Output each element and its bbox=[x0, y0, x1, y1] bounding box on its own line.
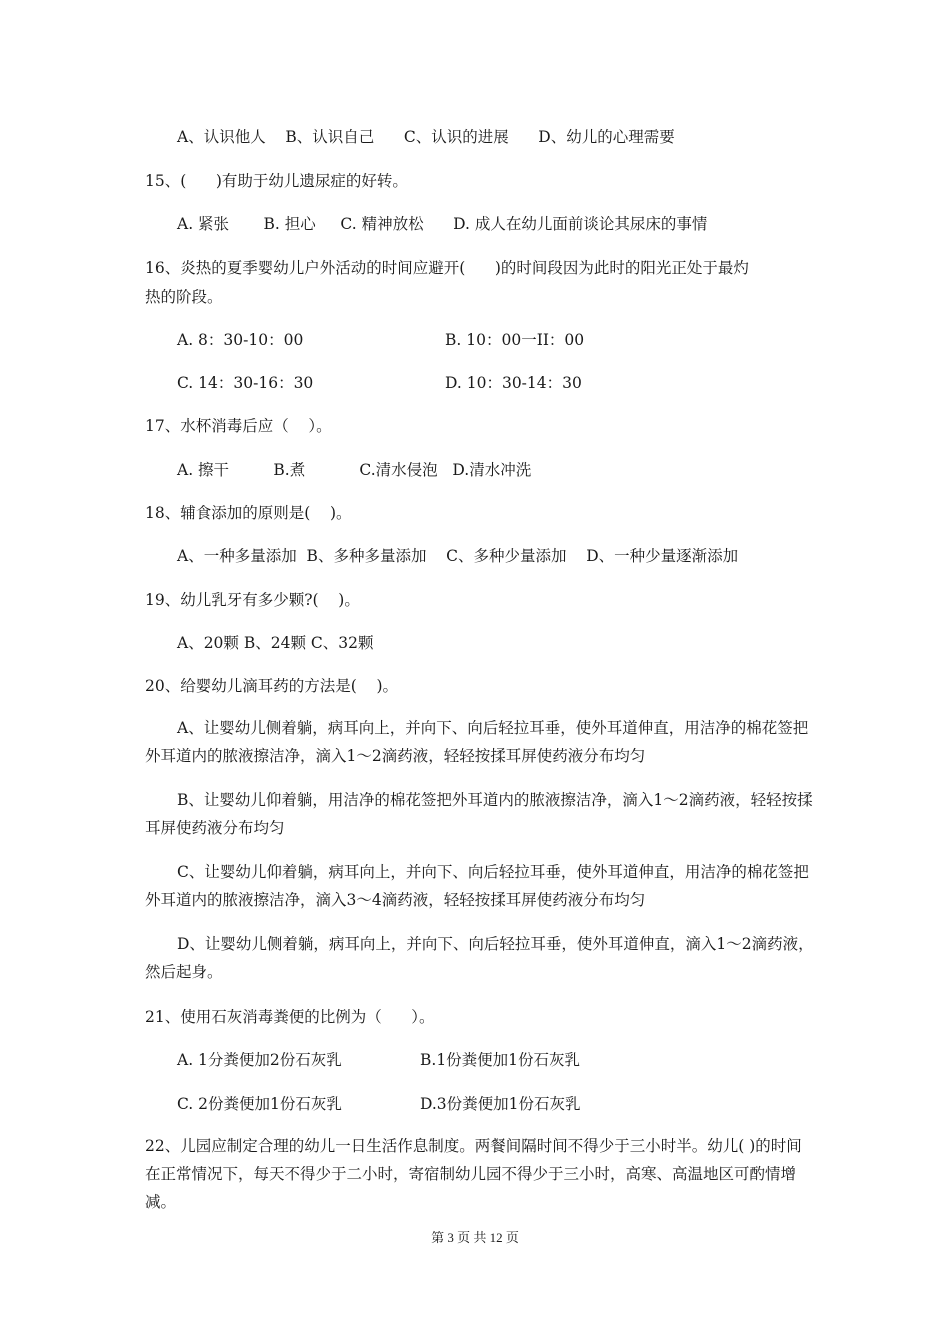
q15-question: 15、( )有助于幼儿遗尿症的好转。 bbox=[145, 172, 408, 190]
q19-question: 19、幼儿乳牙有多少颗?( )。 bbox=[145, 591, 360, 609]
q17-question: 17、水杯消毒后应（ ）。 bbox=[145, 417, 332, 435]
q20-option-d: D、让婴幼儿侧着躺，病耳向上，并向下、向后轻拉耳垂，使外耳道伸直，滴入1～2滴药液，然后起身。 bbox=[145, 935, 814, 981]
page-footer: 第 3 页 共 12 页 bbox=[431, 1230, 519, 1245]
q16-option-a: A. 8：30-10：00 bbox=[177, 331, 304, 349]
q21-option-c: C. 2份粪便加1份石灰乳 bbox=[177, 1095, 342, 1113]
q16-option-d: D. 10：30-14：30 bbox=[445, 374, 582, 392]
q20-question: 20、给婴幼儿滴耳药的方法是( )。 bbox=[145, 677, 399, 695]
q20-option-c: C、让婴幼儿仰着躺，病耳向上，并向下、向后轻拉耳垂，使外耳道伸直，用洁净的棉花签把外耳道内的脓液擦洁净，滴入3～4滴药液，轻轻按揉耳屏使药液分布均匀 bbox=[145, 863, 809, 909]
q21-option-d: D.3份粪便加1份石灰乳 bbox=[420, 1095, 581, 1113]
q16-question-line1: 16、炎热的夏季婴幼儿户外活动的时间应避开( )的时间段因为此时的阳光正处于最灼 bbox=[145, 259, 749, 277]
q14-options: A、认识他人 B、认识自己 C、认识的进展 D、幼儿的心理需要 bbox=[177, 128, 675, 146]
q16-option-c: C. 14：30-16：30 bbox=[177, 374, 314, 392]
q18-question: 18、辅食添加的原则是( )。 bbox=[145, 504, 352, 522]
q21-option-b: B.1份粪便加1份石灰乳 bbox=[420, 1051, 581, 1069]
q21-option-a: A. 1分粪便加2份石灰乳 bbox=[177, 1051, 342, 1069]
q17-options: A. 擦干 B.煮 C.清水侵泡 D.清水冲洗 bbox=[177, 461, 532, 479]
q18-options: A、一种多量添加 B、多种多量添加 C、多种少量添加 D、一种少量逐渐添加 bbox=[177, 547, 739, 565]
q19-options: A、20颗 B、24颗 C、32颗 bbox=[177, 634, 374, 652]
q21-question: 21、使用石灰消毒粪便的比例为（ ）。 bbox=[145, 1008, 435, 1026]
q20-option-a: A、让婴幼儿侧着躺，病耳向上，并向下、向后轻拉耳垂，使外耳道伸直，用洁净的棉花签把外耳道内的脓液擦洁净，滴入1～2滴药液，轻轻按揉耳屏使药液分布均匀 bbox=[145, 719, 809, 765]
q16-question-line2: 热的阶段。 bbox=[145, 288, 223, 306]
q16-option-b: B. 10：00一II：00 bbox=[445, 331, 585, 349]
q20-option-b: B、让婴幼儿仰着躺，用洁净的棉花签把外耳道内的脓液擦洁净，滴入1～2滴药液，轻轻按揉耳屏使药液分布均匀 bbox=[145, 791, 813, 837]
q15-options: A. 紧张 B. 担心 C. 精神放松 D. 成人在幼儿面前谈论其尿床的事情 bbox=[177, 215, 708, 233]
q22-question: 22、儿园应制定合理的幼儿一日生活作息制度。两餐间隔时间不得少于三小时半。幼儿( )的时间在正常情况下，每天不得少于二小时，寄宿制幼儿园不得少于三小时，高寒、高温地区可酌情增减。 bbox=[145, 1137, 802, 1211]
